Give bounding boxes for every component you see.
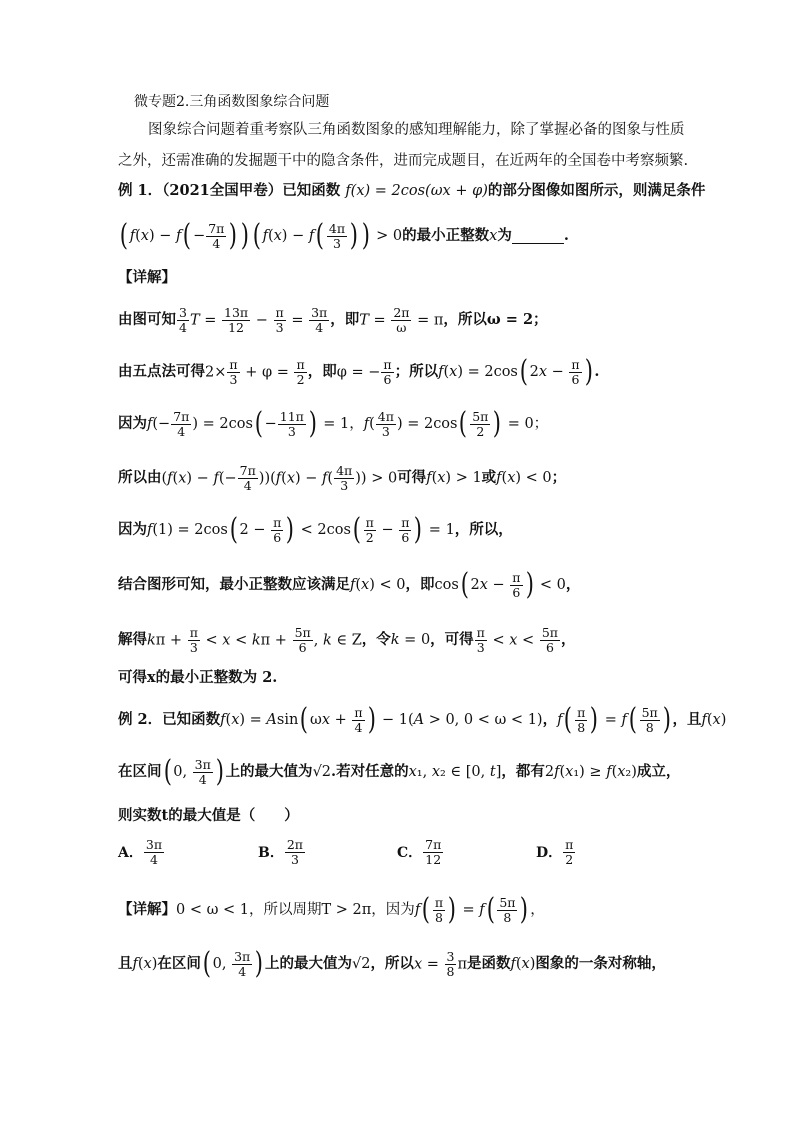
sol1-l8-text: 可得x的最小正整数为 2. [118, 669, 278, 686]
option-b-value: 2π 3 [286, 837, 304, 867]
solution-line-5 [118, 510, 678, 550]
option-c-value: 7π 12 [425, 837, 442, 867]
ex2-q3-text: 则实数t的最大值是（ ） [118, 807, 299, 824]
sol1-l3-prefix: 因为 [118, 415, 147, 432]
sol2-l2-prefix: 且 [118, 955, 133, 972]
ex2-sqrt: √2 [312, 764, 332, 780]
sol1-l3-math: f(− $\frac{7\pi}{4}$ ) = 2cos( − $\frac{11\pi}{3}$ ) = 1，f( $\frac{4\pi}{3}$ ) = 2cos( $\frac{5\pi}{2}$ ) = 0； [147, 406, 549, 441]
heading-text: 微专题2.三角函数图象综合问题 [134, 94, 330, 110]
example-2-line-2 [118, 752, 681, 792]
sol2-l2-end2: 图象的一条对称轴， [535, 955, 666, 972]
ex1-condition: ( f(x) − f( − $\frac{7\pi}{4}$ ) ) ( f(x) − f( $\frac{4\pi}{3}$ ) ) > 0 [119, 218, 403, 253]
solution-line-4 [118, 458, 678, 498]
intro-text-1: 图象综合问题着重考察队三角函数图象的感知理解能力，除了掌握必备的图象与性质 [148, 122, 685, 138]
solution-2-line-2 [118, 944, 678, 984]
solution-2-line-1: 【详解】 0 < ω < 1，所以周期T > 2π，因为 f( $\frac{\pi}{8}$ ) = f( $\frac{5\pi}{8}$ ) ， [118, 892, 545, 927]
sol1-l2-prefix: 由五点法可得 [118, 363, 205, 380]
sol1-l4-math: (f(x) − f(− $\frac{7\pi}{4}$ ))(f(x) − f( $\frac{4\pi}{3}$ )) > 0 [161, 462, 398, 493]
ex2-ineq: 2f(x₁) ≥ f(x₂) [544, 764, 637, 780]
sol1-l2-math: 2× $\frac{\pi}{3}$ + φ = $\frac{\pi}{2}$ [205, 356, 305, 387]
sol2-axis: x = $\frac{3}{8}$ π [413, 948, 467, 979]
solution-line-7: 解得 kπ + $\frac{\pi}{3}$ < x < kπ + $\frac{5\pi}{6}$ , k ∈ Z ，令 k = 0 ，可得 $\frac{\pi}{3}$ < x < $\frac{5\pi}{6}$ ， [118, 624, 576, 655]
sol1-l2-mid: ，即 [307, 363, 337, 380]
ex2-q2-mid3: ，都有 [501, 763, 545, 780]
solution-line-3 [118, 404, 678, 444]
solution-line-6: 结合图形可知，最小正整数应该满足 f(x) < 0 ，即 cos( 2x − $\frac{\pi}{6}$ ) < 0 ， [118, 567, 581, 602]
section-heading [134, 92, 694, 112]
sol1-l6-math2: cos( 2x − $\frac{\pi}{6}$ ) < 0 [434, 567, 566, 602]
option-b[interactable] [258, 838, 306, 867]
example-1-source: （2021全国甲卷） [162, 182, 283, 199]
ex2-condition: f( $\frac{\pi}{8}$ ) = f( $\frac{5\pi}{8}$ ) [557, 702, 671, 737]
sol2-fx: f(x) [132, 956, 158, 972]
sol1-l6-mid: ，即 [405, 576, 435, 593]
sol2-interval: ( 0, $\frac{3\pi}{4}$ ) [202, 946, 264, 981]
detail-label [118, 268, 678, 288]
ex1-tail: 的部分图像如图所示，则满足条件 [487, 182, 706, 199]
ex2-q2-mid: 上的最大值为 [225, 763, 313, 780]
sol1-l4-mid2: 或 [481, 469, 497, 486]
sol1-l4-math2: f(x) > 1 [426, 470, 482, 486]
option-a-value: 3π 4 [145, 837, 163, 867]
ex1-text: 已知函数 [282, 182, 341, 199]
ex2-q2-prefix: 在区间 [118, 763, 162, 780]
sol1-l1-tail: ，所以ω = 2； [443, 311, 548, 328]
sol2-l2-end: 是函数 [466, 955, 511, 972]
example-2-label: 例 2． [118, 711, 163, 728]
sol1-l1-mid: ，即 [330, 311, 360, 328]
ex2-fx: f(x) [701, 712, 727, 728]
ex2-q2-end: 成立， [636, 763, 681, 780]
sol1-l5-tail: ，所以， [454, 521, 513, 538]
example-1-label: 例 1． [118, 182, 163, 199]
option-a-letter: A． [118, 844, 143, 861]
sol1-l4-prefix: 所以由 [118, 469, 162, 486]
sol2-l1-text: 0 < ω < 1，所以周期T > 2π，因为 [176, 902, 415, 918]
intro-text-2: 之外，还需准确的发掘题干中的隐含条件，进而完成题目，在近两年的全国卷中考察频繁. [118, 153, 689, 169]
option-b-letter: B． [258, 844, 284, 861]
ex2-q1-mid: ，且 [672, 711, 702, 728]
sol1-l1-prefix: 由图可知 [118, 311, 176, 328]
option-c[interactable] [397, 838, 444, 867]
sol1-l4-mid: 可得 [397, 469, 427, 486]
sol1-l7-mid: ，令 [361, 631, 391, 648]
sol2-fx2: f(x) [510, 956, 536, 972]
sol2-sqrt: √2 [351, 956, 371, 972]
ex1-function: f(x) = 2cos(ωx + φ) [345, 183, 488, 199]
sol1-l1-math2: T = $\frac{2\pi}{\omega}$ = π [359, 304, 444, 335]
ex1-q2-end: 为 [497, 227, 512, 244]
sol2-l2-mid2: 上的最大值为 [264, 955, 352, 972]
sol1-l7-mid2: ，可得 [430, 631, 474, 648]
detail-label-text: 【详解】 [118, 269, 176, 286]
ex1-period: . [563, 227, 569, 244]
sol2-l1-math: f( $\frac{\pi}{8}$ ) = f( $\frac{5\pi}{8}$ ) [414, 892, 529, 927]
sol1-l4-end: ； [551, 469, 567, 486]
sol2-l2-mid: 在区间 [157, 955, 201, 972]
option-d-letter: D． [536, 844, 563, 861]
option-d-value: π 2 [565, 837, 574, 867]
solution-line-8 [118, 668, 678, 688]
sol1-l6-prefix: 结合图形可知，最小正整数应该满足 [118, 576, 350, 593]
sol1-l7-math3: $\frac{\pi}{3}$ < x < $\frac{5\pi}{6}$ [476, 624, 558, 655]
sol1-l7-math2: k = 0 [390, 632, 431, 648]
option-a[interactable] [118, 838, 165, 867]
sol1-l7-prefix: 解得 [118, 631, 147, 648]
sol1-l4-math3: f(x) < 0 [496, 470, 552, 486]
answer-blank [512, 229, 564, 244]
example-2-line-1: 例 2． 已知函数 f(x) = Asin( ωx + $\frac{\pi}{4}$ ) − 1(A > 0, 0 < ω < 1) ， f( $\frac{\pi}{8}$ ) = f( $\frac{5\pi}{8}$ ) ，且 f(x) [118, 702, 727, 737]
intro-line-1 [148, 120, 708, 140]
sol1-l2-math3: f(x) = 2cos( 2x − $\frac{\pi}{6}$ ) [438, 354, 593, 389]
sol1-l7-math: kπ + $\frac{\pi}{3}$ < x < kπ + $\frac{5\pi}{6}$ , k ∈ Z [147, 624, 362, 655]
ex2-text: 已知函数 [162, 711, 221, 728]
example-1-line-1 [118, 181, 706, 201]
ex1-q2-tail: 的最小正整数 [402, 227, 490, 244]
ex1-var: x [489, 228, 498, 244]
option-d[interactable] [536, 838, 576, 867]
sol2-l2-mid3: ，所以 [370, 955, 414, 972]
sol1-l6-math: f(x) < 0 [350, 577, 406, 593]
ex2-function: f(x) = Asin( ωx + $\frac{\pi}{4}$ ) − 1(A > 0, 0 < ω < 1) [220, 702, 543, 737]
sol1-l1-math: $\frac{3}{4}$ T = $\frac{13\pi}{12}$ − $\frac{\pi}{3}$ = $\frac{3\pi}{4}$ [179, 304, 328, 335]
solution-line-1 [118, 300, 678, 340]
option-c-letter: C． [397, 844, 423, 861]
detail-label-2: 【详解】 [118, 901, 176, 918]
ex2-q2-mid2: .若对任意的 [331, 763, 409, 780]
example-2-line-3 [118, 806, 678, 826]
ex2-set: x₁, x₂ ∈ [0, t] [408, 764, 502, 780]
example-1-line-2 [118, 214, 678, 258]
sol1-l5-prefix: 因为 [118, 521, 147, 538]
intro-line-2 [118, 151, 689, 171]
sol1-l2-math2: φ = − $\frac{\pi}{6}$ [336, 356, 392, 387]
sol1-l5-math: f(1) = 2cos( 2 − $\frac{\pi}{6}$ ) < 2cos( $\frac{\pi}{2}$ − $\frac{\pi}{6}$ ) = 1 [147, 512, 455, 547]
sol1-l2-mid2: ；所以 [394, 363, 439, 380]
solution-line-2: 由五点法可得 2× $\frac{\pi}{3}$ + φ = $\frac{\pi}{2}$ ，即 φ = − $\frac{\pi}{6}$ ；所以 f(x) = 2cos( 2x − $\frac{\pi}{6}$ ) . [118, 354, 600, 389]
ex2-interval: ( 0, $\frac{3\pi}{4}$ ) [163, 754, 224, 789]
